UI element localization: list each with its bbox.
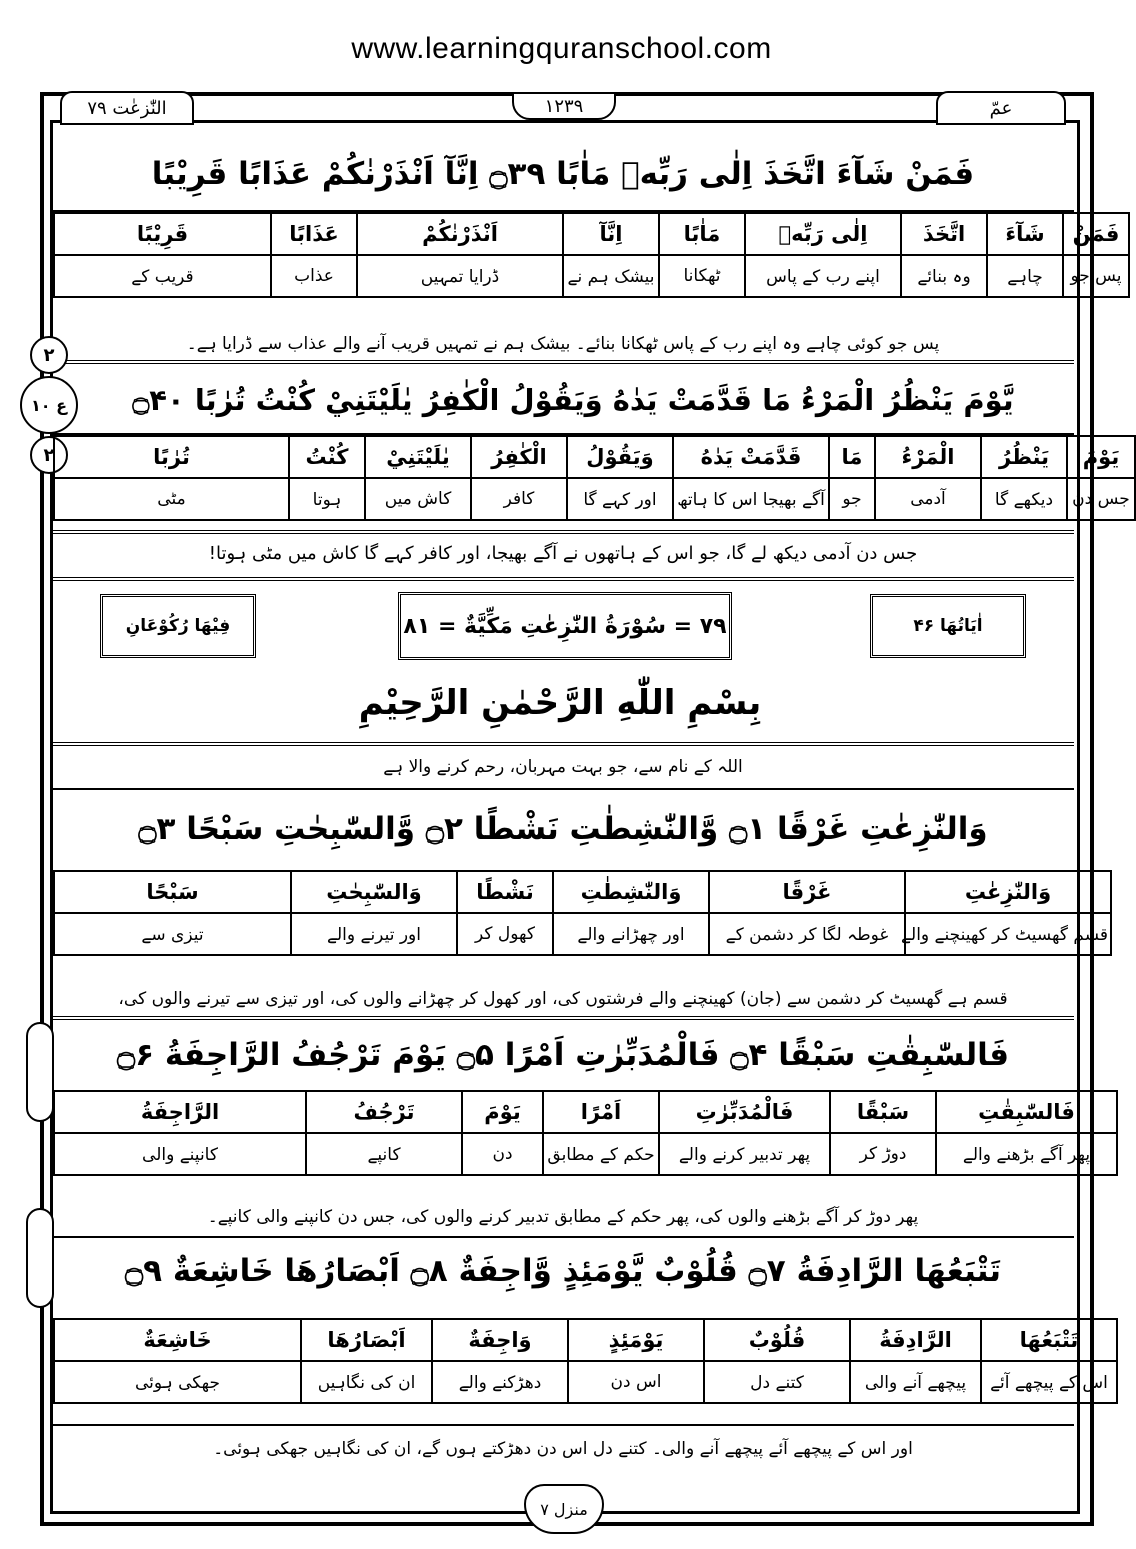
grid-word: الرَّادِفَةُ [850, 1319, 981, 1361]
grid-meaning: کھول کر [457, 913, 553, 955]
grid-meaning: کانپنے والی [54, 1133, 306, 1175]
grid-meaning: کافر [471, 478, 567, 520]
grid-meaning: کتنے دل [704, 1361, 850, 1403]
grid-word: خَاشِعَةٌ [54, 1319, 301, 1361]
grid-meaning: اس دن [568, 1361, 704, 1403]
grid-meaning: دوڑ کر [830, 1133, 936, 1175]
header-para-label: عمّ [936, 91, 1066, 125]
grid-word: اَمْرًا [543, 1091, 659, 1133]
verse-line: وَالنّٰزِعٰتِ غَرْقًا ۝۱ وَّالنّٰشِطٰتِ نَشْطًا ۝۲ وَّالسّٰبِحٰتِ سَبْحًا ۝۳ [138, 811, 988, 847]
bismillah: بِسْمِ اللّٰهِ الرَّحْمٰنِ الرَّحِيْمِ [358, 683, 762, 723]
grid-meaning: کاش میں [365, 478, 471, 520]
grid-meaning: چاہے [987, 255, 1063, 297]
grid-word: وَيَقُوْلُ [567, 436, 673, 478]
grid-word: غَرْقًا [709, 871, 905, 913]
grid-meaning: وہ بنائے [901, 255, 987, 297]
header-surah-label: النّٰزعٰت ۷۹ [60, 91, 194, 125]
grid-meaning: مٹی [54, 478, 289, 520]
grid-word: اَبْصَارُهَا [301, 1319, 432, 1361]
grid-word: يَوْمَئِذٍ [568, 1319, 704, 1361]
ruku-marker-bottom: ۲ [30, 436, 68, 474]
verse-line: تَتْبَعُهَا الرَّادِفَةُ ۝۷ قُلُوْبٌ يَّوْمَئِذٍ وَّاجِفَةٌ ۝۸ اَبْصَارُهَا خَاشِعَةٌ ۝۹ [124, 1253, 1002, 1289]
ruku-marker-top: ۲ [30, 336, 68, 374]
divider [53, 577, 1074, 581]
grid-word: اَنْذَرْنٰكُمْ [357, 213, 563, 255]
grid-meaning: پھر آگے بڑھنے والے [936, 1133, 1117, 1175]
grid-word: وَاجِفَةٌ [432, 1319, 568, 1361]
grid-word: شَآءَ [987, 213, 1063, 255]
grid-word: كُنْتُ [289, 436, 365, 478]
grid-meaning: اور تیرنے والے [291, 913, 457, 955]
grid-word: مَا [829, 436, 875, 478]
grid-word: اِلٰى رَبِّهٖ [745, 213, 901, 255]
grid-word: الرَّاجِفَةُ [54, 1091, 306, 1133]
word-grid [53, 1090, 1118, 1176]
side-ornament-top [26, 1022, 54, 1122]
divider [53, 530, 1074, 534]
manzil-marker: منزل ۷ [524, 1484, 604, 1534]
divider [53, 1424, 1074, 1426]
grid-word: قَدَّمَتْ يَدٰهُ [673, 436, 829, 478]
grid-word: وَالنّٰزِعٰتِ [905, 871, 1111, 913]
divider [53, 788, 1074, 790]
grid-word: اتَّخَذَ [901, 213, 987, 255]
grid-word: قَرِيْبًا [54, 213, 271, 255]
grid-word: يٰلَيْتَنِيْ [365, 436, 471, 478]
grid-word: فَالْمُدَبِّرٰتِ [659, 1091, 830, 1133]
surah-title: ۷۹ = سُوْرَةُ النّٰزِعٰتِ مَكِّيَّةٌ = ۸۱ [398, 592, 732, 660]
grid-word: يَوْمَ [462, 1091, 543, 1133]
word-grid [53, 1318, 1118, 1404]
grid-meaning: پس جو [1063, 255, 1129, 297]
grid-word: قُلُوْبٌ [704, 1319, 850, 1361]
grid-meaning: اور چھڑانے والے [553, 913, 709, 955]
divider [53, 742, 1074, 746]
grid-word: يَنْظُرُ [981, 436, 1067, 478]
surah-ruku-count: فِیْهَا رُکُوْعَانِ [100, 594, 256, 658]
grid-word: سَبْحًا [54, 871, 291, 913]
side-ornament-bottom [26, 1208, 54, 1308]
verse-line: فَمَنْ شَآءَ اتَّخَذَ اِلٰى رَبِّهٖ مَاٰبًا ۝۳۹ اِنَّآ اَنْذَرْنٰكُمْ عَذَابًا قَرِيْبًا [151, 156, 975, 192]
grid-meaning: دھڑکنے والے [432, 1361, 568, 1403]
grid-word: يَوْمَ [1067, 436, 1135, 478]
grid-meaning: اس کے پیچھے آئے [981, 1361, 1117, 1403]
grid-meaning: ہوتا [289, 478, 365, 520]
grid-meaning: کانپے [306, 1133, 462, 1175]
grid-word: مَاٰبًا [659, 213, 745, 255]
grid-meaning: تیزی سے [54, 913, 291, 955]
grid-word: فَالسّٰبِقٰتِ [936, 1091, 1117, 1133]
grid-meaning: اور کہے گا [567, 478, 673, 520]
divider [53, 360, 1074, 364]
grid-meaning: اپنے رب کے پاس [745, 255, 901, 297]
verse-line: يَّوْمَ يَنْظُرُ الْمَرْءُ مَا قَدَّمَتْ يَدٰهُ وَيَقُوْلُ الْكٰفِرُ يٰلَيْتَنِيْ كُنْتُ تُرٰبًا ۝۴۰ [132, 383, 1014, 417]
grid-meaning: دیکھے گا [981, 478, 1067, 520]
grid-word: فَمَنْ [1063, 213, 1129, 255]
grid-meaning: ڈرایا تمہیں [357, 255, 563, 297]
bismillah-translation: اللہ کے نام سے، جو بہت مہربان، رحم کرنے والا ہے [383, 757, 743, 777]
grid-word: الْمَرْءُ [875, 436, 981, 478]
grid-meaning: جس دن [1067, 478, 1135, 520]
grid-word: تُرٰبًا [54, 436, 289, 478]
translation-line: اور اس کے پیچھے آئے پیچھے آنے والی۔ کتنے دل اس دن دھڑکتے ہوں گے، ان کی نگاہیں جھکی ہوئی۔ [213, 1439, 913, 1459]
header-page-number: ۱۲۳۹ [512, 92, 616, 120]
grid-meaning: جھکی ہوئی [54, 1361, 301, 1403]
grid-meaning: پھر تدبیر کرنے والے [659, 1133, 830, 1175]
grid-meaning: آگے بھیجا اس کا ہاتھ [673, 478, 829, 520]
grid-meaning: ان کی نگاہیں [301, 1361, 432, 1403]
grid-word: الْكٰفِرُ [471, 436, 567, 478]
grid-word: نَشْطًا [457, 871, 553, 913]
grid-word: عَذَابًا [271, 213, 357, 255]
divider [53, 1236, 1074, 1238]
grid-meaning: قریب کے [54, 255, 271, 297]
grid-meaning: ٹھکانا [659, 255, 745, 297]
grid-meaning: عذاب [271, 255, 357, 297]
word-grid [53, 870, 1112, 956]
grid-meaning: قسم گھسیٹ کر کھینچنے والے [905, 913, 1111, 955]
translation-line: پھر دوڑ کر آگے بڑھنے والوں کی، پھر حکم کے مطابق تدبیر کرنے والوں کی، جس دن کانپنے والی کانپے۔ [207, 1207, 919, 1227]
divider [53, 1016, 1074, 1020]
grid-word: تَتْبَعُهَا [981, 1319, 1117, 1361]
grid-meaning: پیچھے آنے والی [850, 1361, 981, 1403]
word-grid [53, 212, 1130, 298]
grid-meaning: آدمی [875, 478, 981, 520]
surah-ayat-count: اٰیَاتُهَا ۴۶ [870, 594, 1026, 658]
website-url[interactable]: www.learningquranschool.com [351, 32, 772, 65]
grid-word: اِنَّآ [563, 213, 659, 255]
translation-line: پس جو کوئی چاہے وہ اپنے رب کے پاس ٹھکانا بنائے۔ بیشک ہم نے تمہیں قریب آنے والے عذاب سے ڈرایا ہے۔ [186, 334, 940, 354]
grid-meaning: جو [829, 478, 875, 520]
translation-line: جس دن آدمی دیکھ لے گا، جو اس کے ہاتھوں نے آگے بھیجا، اور کافر کہے گا کاش میں مٹی ہوتا! [208, 543, 918, 564]
grid-meaning: غوطہ لگا کر دشمن کے [709, 913, 905, 955]
grid-meaning: دن [462, 1133, 543, 1175]
ruku-marker-middle: ع ۱۰ [20, 376, 78, 434]
grid-word: سَبْقًا [830, 1091, 936, 1133]
grid-word: وَالسّٰبِحٰتِ [291, 871, 457, 913]
grid-word: تَرْجُفُ [306, 1091, 462, 1133]
grid-meaning: بیشک ہم نے [563, 255, 659, 297]
grid-word: وَالنّٰشِطٰتِ [553, 871, 709, 913]
translation-line: قسم ہے گھسیٹ کر دشمن سے (جان) کھینچنے والے فرشتوں کی، اور کھول کر چھڑانے والوں کی، اور تیزی سے تیرنے والوں کی، [118, 989, 1008, 1009]
verse-line: فَالسّٰبِقٰتِ سَبْقًا ۝۴ فَالْمُدَبِّرٰتِ اَمْرًا ۝۵ يَوْمَ تَرْجُفُ الرَّاجِفَةُ ۝۶ [116, 1037, 1010, 1073]
grid-meaning: حکم کے مطابق [543, 1133, 659, 1175]
word-grid [53, 435, 1136, 521]
